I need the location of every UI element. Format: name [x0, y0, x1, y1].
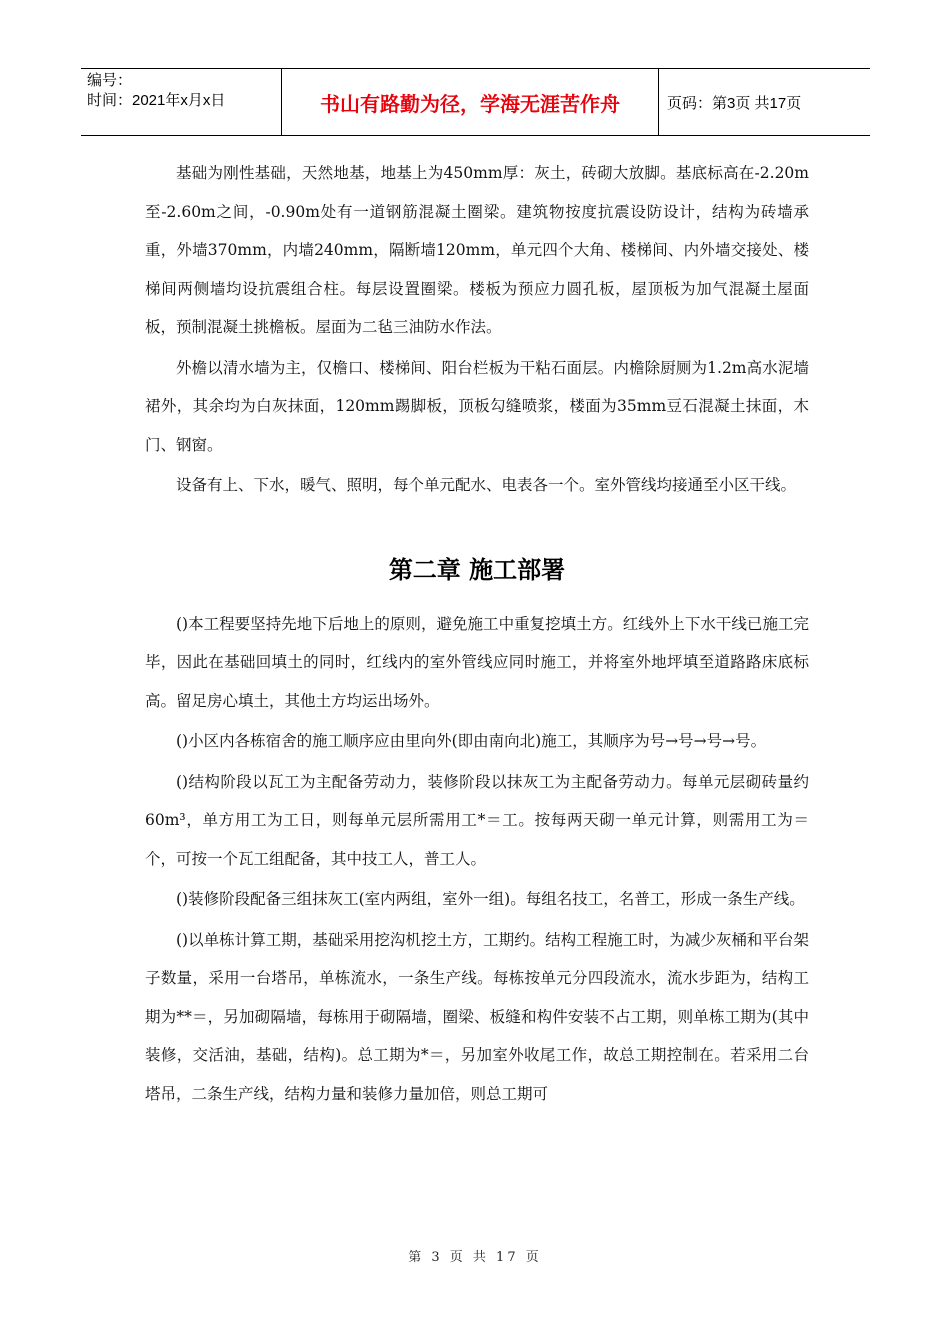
body-paragraph: 基础为刚性基础，天然地基，地基上为450mm厚：灰土，砖砌大放脚。基底标高在-2.20m至-2.60m之间，-0.90m处有一道钢筋混凝土圈梁。建筑物按度抗震设防设计，结构为砖墙承重，外墙370mm，内墙240mm，隔断墙120mm，单元四个大角、楼梯间、内外墙交接处、楼梯间两侧墙均设抗震组合柱。每层设置圈梁。楼板为预应力圆孔板，屋顶板为加气混凝土屋面板，预制混凝土挑檐板。屋面为二毡三油防水作法。: [145, 164, 809, 336]
chapter-paragraph: ()装修阶段配备三组抹灰工(室内两组，室外一组)。每组名技工，名普工，形成一条生产线。: [176, 890, 805, 908]
document-body: [145, 154, 809, 1115]
chapter-paragraph: ()本工程要坚持先地下后地上的原则，避免施工中重复挖填土方。红线外上下水干线已施工完毕，因此在基础回填土的同时，红线内的室外管线应同时施工，并将室外地坪填至道路路床底标高。留足房心填土，其他土方均运出场外。: [145, 614, 809, 710]
header-page-info: 页码：第3页 共17页: [667, 94, 802, 112]
chapter-paragraph: ()以单栋计算工期，基础采用挖沟机挖土方，工期约。结构工程施工时，为减少灰桶和平台架子数量，采用一台塔吊，单栋流水，一条生产线。每栋按单元分四段流水，流水步距为，结构工期为**＝，另加砌隔墙，每栋用于砌隔墙，圈梁、板缝和构件安装不占工期，则单栋工期为(其中装修，交活油，基础，结构)。总工期为*＝，另加室外收尾工作，故总工期控制在。若采用二台塔吊，二条生产线，结构力量和装修力量加倍，则总工期可: [145, 930, 809, 1103]
document-date-label: 时间：2021年x月x日: [87, 92, 226, 109]
body-paragraph: 外檐以清水墙为主，仅檐口、楼梯间、阳台栏板为干粘石面层。内檐除厨厕为1.2m高水泥墙裙外，其余均为白灰抹面，120mm踢脚板，顶板勾缝喷浆，楼面为35mm豆石混凝土抹面，木门、钢窗。: [145, 358, 809, 454]
chapter-paragraph: ()小区内各栋宿舍的施工顺序应由里向外(即由南向北)施工，其顺序为号→号→号→号。: [176, 732, 767, 750]
page-header: [81, 68, 870, 136]
header-meta: [81, 69, 281, 135]
document-number-label: 编号：: [87, 72, 133, 89]
chapter-title: 第二章 施工部署: [388, 555, 566, 584]
page-footer: 第 3 页 共 17 页: [408, 1250, 542, 1265]
header-motto: 书山有路勤为径，学海无涯苦作舟: [281, 69, 659, 135]
body-paragraph: 设备有上、下水，暖气、照明，每个单元配水、电表各一个。室外管线均接通至小区干线。: [176, 476, 797, 494]
chapter-paragraph: ()结构阶段以瓦工为主配备劳动力，装修阶段以抹灰工为主配备劳动力。每单元层砌砖量约60m³，单方用工为工日，则每单元层所需用工*＝工。按每两天砌一单元计算，则需用工为＝个，可按一个瓦工组配备，其中技工人，普工人。: [145, 772, 809, 868]
